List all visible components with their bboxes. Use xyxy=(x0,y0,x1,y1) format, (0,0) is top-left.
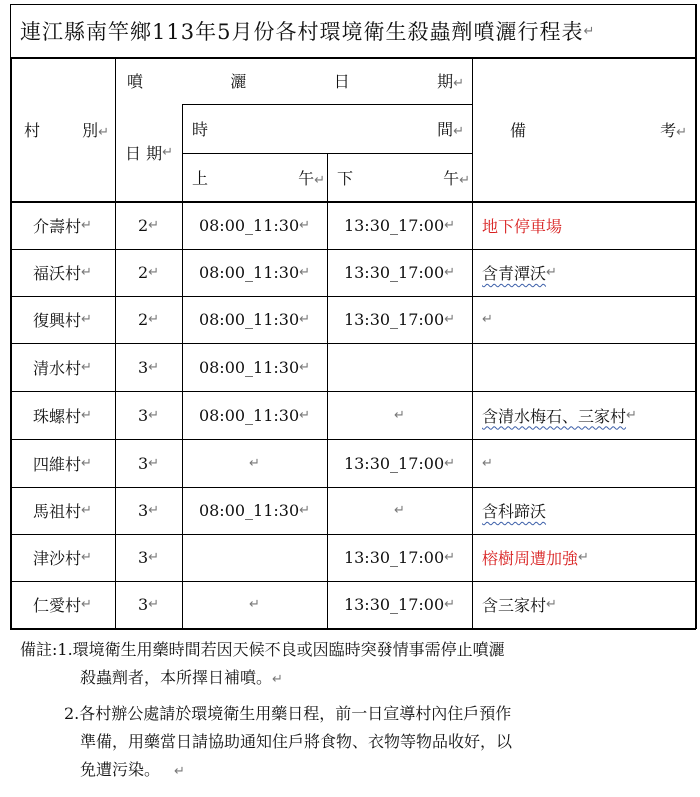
village-cell: 津沙村 ↵ xyxy=(33,549,92,568)
morning-cell: ↵ xyxy=(249,597,260,612)
header-afternoon: 下 午↵ xyxy=(337,168,470,188)
header-time: 時 間↵ xyxy=(192,120,464,139)
note-item-2-continued: 準備，用藥當日請協助通知住戶將食物、衣物等物品收好，以 xyxy=(80,732,513,751)
remark-cell: 含科蹄沃 xyxy=(482,502,547,521)
afternoon-cell: 13:30_17:00 ↵ xyxy=(343,595,456,614)
note-item-1: 備註:1.環境衛生用藥時間若因天候不良或因臨時突發情事需停止噴灑 xyxy=(20,640,505,659)
village-cell: 仁愛村 ↵ xyxy=(33,596,92,615)
morning-cell: 08:00_11:30 ↵ xyxy=(198,405,311,425)
page-title: 連江縣南竿鄉113年5月份各村環境衛生殺蟲劑噴灑行程表 ↵ xyxy=(20,20,596,44)
morning-cell: 08:00_11:30 ↵ xyxy=(198,263,311,282)
morning-cell: ↵ xyxy=(249,455,260,471)
date-cell: 3 ↵ xyxy=(137,357,160,377)
note-item-2: 2.各村辦公處請於環境衛生用藥日程，前一日宣導村內住戶預作 xyxy=(64,704,512,723)
afternoon-cell: 13:30_17:00 ↵ xyxy=(343,548,456,567)
village-cell: 清水村 ↵ xyxy=(33,358,92,378)
morning-cell: 08:00_11:30 ↵ xyxy=(198,357,311,377)
table-border-right xyxy=(695,4,697,629)
morning-cell: 08:00_11:30 ↵ xyxy=(198,310,311,329)
header-village: 村 別↵ xyxy=(24,120,109,140)
date-cell: 3 ↵ xyxy=(137,405,160,425)
morning-cell xyxy=(182,534,327,581)
afternoon-cell: 13:30_17:00 ↵ xyxy=(343,310,456,329)
notes-section xyxy=(20,636,690,786)
afternoon-cell: ↵ xyxy=(394,503,405,518)
header-spray-period: 噴 灑 日 期↵ xyxy=(127,72,464,91)
remark-cell: ↵ xyxy=(482,455,493,471)
header-date: 日 期 ↵ xyxy=(125,144,173,163)
remark-cell: 榕樹周遭加強 ↵ xyxy=(482,549,589,568)
remark-cell: 含清水梅石、三家村 ↵ xyxy=(482,406,637,426)
village-cell: 馬祖村 ↵ xyxy=(33,502,92,521)
paragraph-mark: ↵ xyxy=(583,23,596,39)
remark-cell: ↵ xyxy=(482,312,493,327)
date-cell: 3 ↵ xyxy=(137,501,160,520)
date-cell: 3 ↵ xyxy=(137,453,160,473)
date-cell: 3 ↵ xyxy=(137,595,160,614)
date-cell: 3 ↵ xyxy=(137,548,160,567)
header-remarks: 備 考↵ xyxy=(510,120,687,140)
date-cell: 2 ↵ xyxy=(137,263,160,282)
header-morning: 上 午↵ xyxy=(192,168,325,188)
morning-cell: 08:00_11:30 ↵ xyxy=(198,215,311,235)
morning-cell: 08:00_11:30 ↵ xyxy=(198,501,311,520)
table-border-bottom xyxy=(10,628,696,630)
note-item-2-continued: 免遭污染。 ↵ xyxy=(80,760,185,779)
date-cell: 2 ↵ xyxy=(137,215,160,235)
afternoon-cell xyxy=(327,343,472,391)
village-cell: 福沃村 ↵ xyxy=(33,264,92,283)
note-item-1-continued: 殺蟲劑者，本所擇日補噴。↵ xyxy=(80,668,283,687)
remark-cell: 含三家村 ↵ xyxy=(482,596,557,615)
date-cell: 2 ↵ xyxy=(137,310,160,329)
afternoon-cell: 13:30_17:00 ↵ xyxy=(343,263,456,282)
village-cell: 珠螺村 ↵ xyxy=(33,406,92,426)
remark-cell: 含青潭沃 ↵ xyxy=(482,264,557,283)
afternoon-cell: ↵ xyxy=(394,407,405,423)
village-cell: 介壽村 ↵ xyxy=(33,216,92,236)
afternoon-cell: 13:30_17:00 ↵ xyxy=(343,215,456,235)
remark-cell: 地下停車場 xyxy=(482,216,563,236)
remark-cell xyxy=(472,343,695,391)
village-cell: 四維村 ↵ xyxy=(33,454,92,474)
afternoon-cell: 13:30_17:00 ↵ xyxy=(343,453,456,473)
village-cell: 復興村 ↵ xyxy=(33,311,92,330)
